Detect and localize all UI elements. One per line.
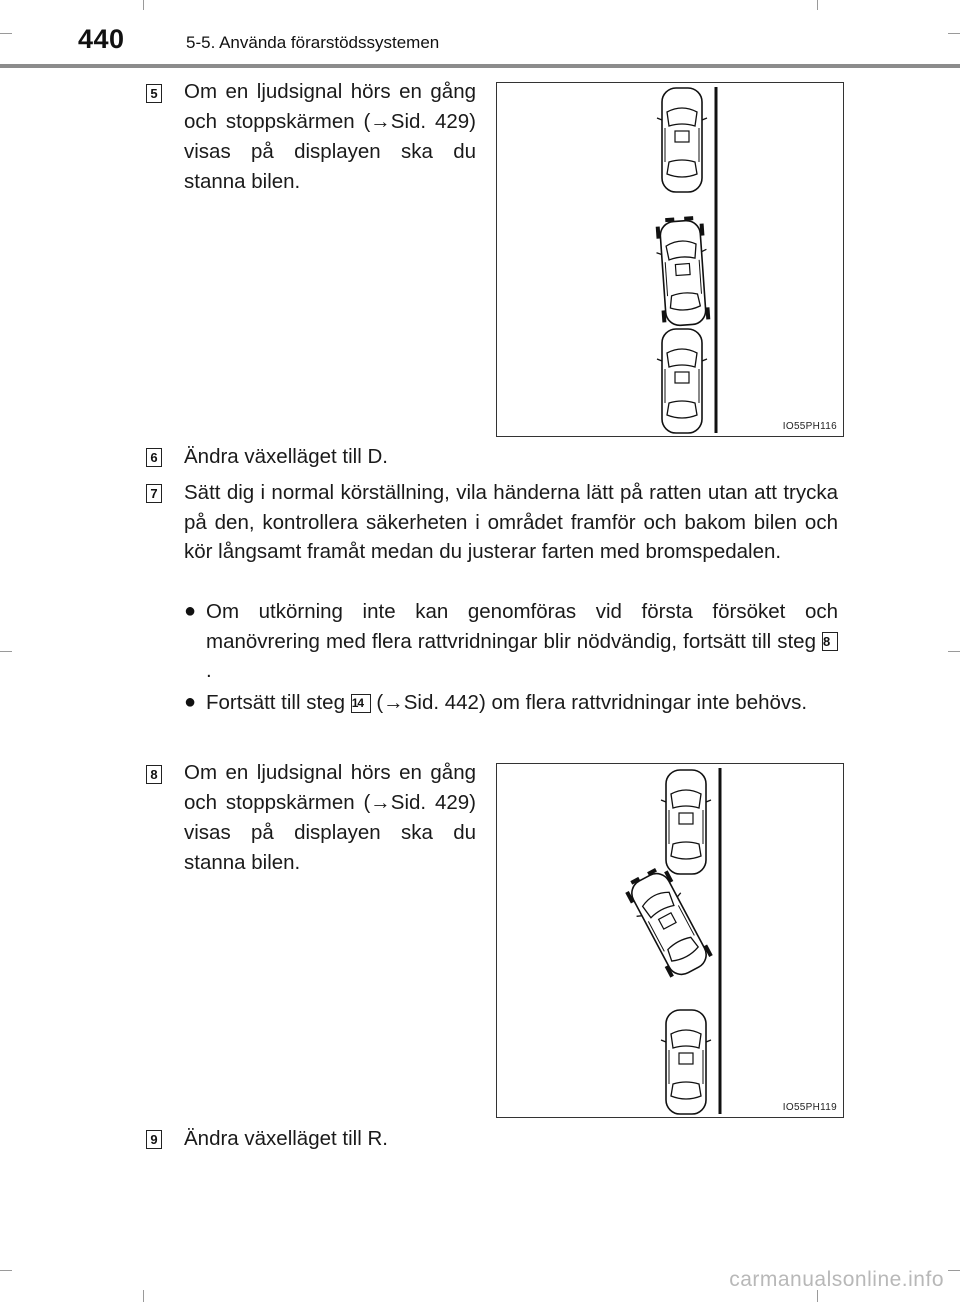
parking-figure-1 — [496, 82, 844, 437]
step-ref-badge: 14 — [351, 694, 371, 713]
figure-code-2: IO55PH119 — [782, 1102, 837, 1113]
crop-mark — [0, 651, 12, 652]
bullet-text — [206, 688, 838, 718]
step-badge-8: 8 — [146, 765, 162, 784]
step-5-line: visas på displayen ska du — [184, 140, 476, 163]
watermark: carmanualsonline.info — [729, 1268, 944, 1291]
crop-mark — [948, 651, 960, 652]
step-5-line: stanna bilen. — [184, 170, 301, 193]
crop-mark — [0, 33, 12, 34]
step-badge-5: 5 — [146, 84, 162, 103]
step-8-line: stanna bilen. — [184, 851, 301, 874]
bullet-dot: ● — [184, 691, 197, 713]
bullet-text-after: . — [206, 659, 212, 682]
page-number: 440 — [78, 24, 125, 54]
header-rule — [0, 64, 960, 68]
parking-illustration-1 — [497, 83, 842, 435]
step-9-text: Ändra växelläget till R. — [184, 1127, 388, 1150]
step-ref-badge: 8 — [822, 632, 838, 651]
bullet-item — [184, 688, 838, 718]
parking-illustration-2 — [497, 764, 842, 1116]
step-5-line: och stoppskärmen (→Sid. 429) — [184, 110, 476, 133]
step-8-line: Om en ljudsignal hörs en gång — [184, 761, 476, 784]
bullet-item — [184, 597, 838, 686]
step-badge-7: 7 — [146, 484, 162, 503]
step-5-text — [184, 77, 476, 197]
bullet-text — [206, 597, 838, 686]
step-7-text: Sätt dig i normal körställning, vila händerna lätt på ratten utan att trycka på den, kontrollera säkerheten i området framför och bakom bilen och kör långsamt framåt medan du justerar farten med bromspedalen. — [184, 481, 838, 563]
own-car — [654, 215, 711, 326]
step-badge-9: 9 — [146, 1130, 162, 1149]
step-8-text — [184, 758, 476, 878]
section-title: 5-5. Använda förarstödssystemen — [186, 33, 440, 52]
parked-car-rear — [661, 1010, 711, 1114]
step-badge-6: 6 — [146, 448, 162, 467]
parked-car-front — [661, 770, 711, 874]
bullet-text-after: (→Sid. 442) om flera rattvridningar inte behövs. — [376, 691, 808, 714]
crop-mark — [948, 1270, 960, 1271]
own-car — [621, 863, 716, 982]
bullet-text-before: Fortsätt till steg — [206, 691, 345, 714]
bullet-dot: ● — [184, 600, 197, 622]
figure-code-1: IO55PH116 — [782, 421, 837, 432]
crop-mark — [143, 1290, 144, 1302]
parking-figure-2 — [496, 763, 844, 1118]
crop-mark — [143, 0, 144, 10]
step-8-line: visas på displayen ska du — [184, 821, 476, 844]
parked-car-front — [657, 88, 707, 192]
step-8-line: och stoppskärmen (→Sid. 429) — [184, 791, 476, 814]
step-5-line: Om en ljudsignal hörs en gång — [184, 80, 476, 103]
crop-mark — [0, 1270, 12, 1271]
step-6-text: Ändra växelläget till D. — [184, 445, 388, 468]
bullet-text-before: Om utkörning inte kan genomföras vid första försöket och manövrering med flera rattvridningar blir nödvändig, fortsätt till steg — [206, 600, 838, 653]
crop-mark — [817, 0, 818, 10]
parked-car-rear — [657, 329, 707, 433]
crop-mark — [948, 33, 960, 34]
